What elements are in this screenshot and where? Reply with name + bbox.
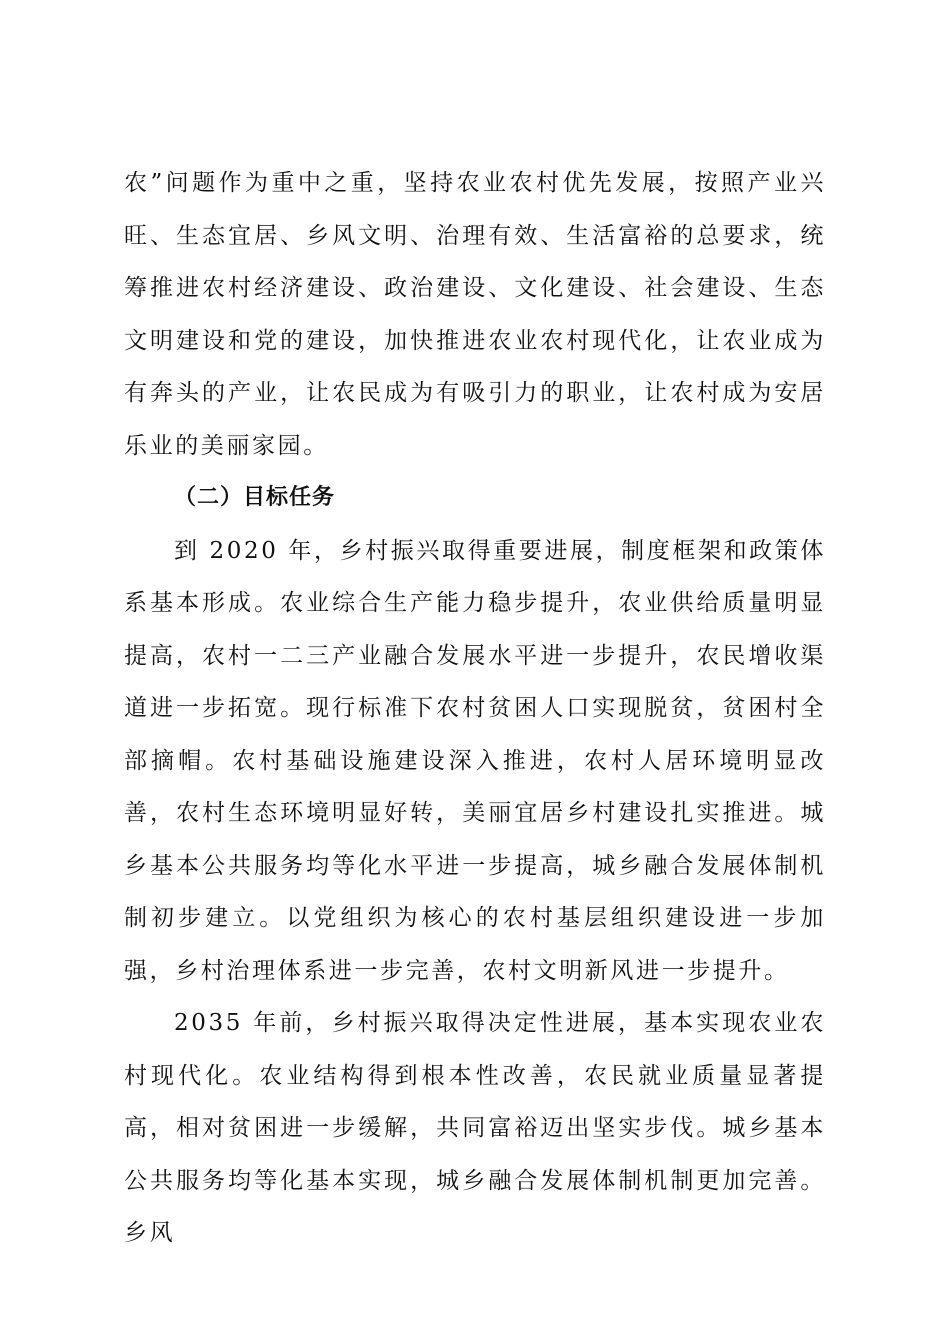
paragraph-2020-goals: 到 2020 年，乡村振兴取得重要进展，制度框架和政策体系基本形成。农业综合生产能力稳步提升，农业供给质量明显提高，农村一二三产业融合发展水平进一步提升，农民增收渠道进一步拓宽。现行标准下农村贫困人口实现脱贫，贫困村全部摘帽。农村基础设施建设深入推进，农村人居环境明显改善，农村生态环境明显好转，美丽宜居乡村建设扎实推进。城乡基本公共服务均等化水平进一步提高，城乡融合发展体制机制初步建立。以党组织为核心的农村基层组织建设进一步加强，乡村治理体系进一步完善，农村文明新风进一步提升。 bbox=[124, 537, 826, 984]
paragraph-2035-goals: 2035 年前，乡村振兴取得决定性进展，基本实现农业农村现代化。农业结构得到根本性改善，农民就业质量显著提高，相对贫困进一步缓解，共同富裕迈出坚实步伐。城乡基本公共服务均等化基本实现，城乡融合发展体制机制更加完善。乡风 bbox=[124, 1010, 826, 1246]
paragraph-continuation: 农”问题作为重中之重，坚持农业农村优先发展，按照产业兴旺、生态宜居、乡风文明、治理有效、生活富裕的总要求，统筹推进农村经济建设、政治建设、文化建设、社会建设、生态文明建设和党的建设，加快推进农业农村现代化，让农业成为有奔头的产业，让农民成为有吸引力的职业，让农村成为安居乐业的美丽家园。 bbox=[124, 170, 826, 459]
document-body bbox=[124, 157, 826, 1260]
section-heading: （二）目标任务 bbox=[174, 485, 336, 510]
